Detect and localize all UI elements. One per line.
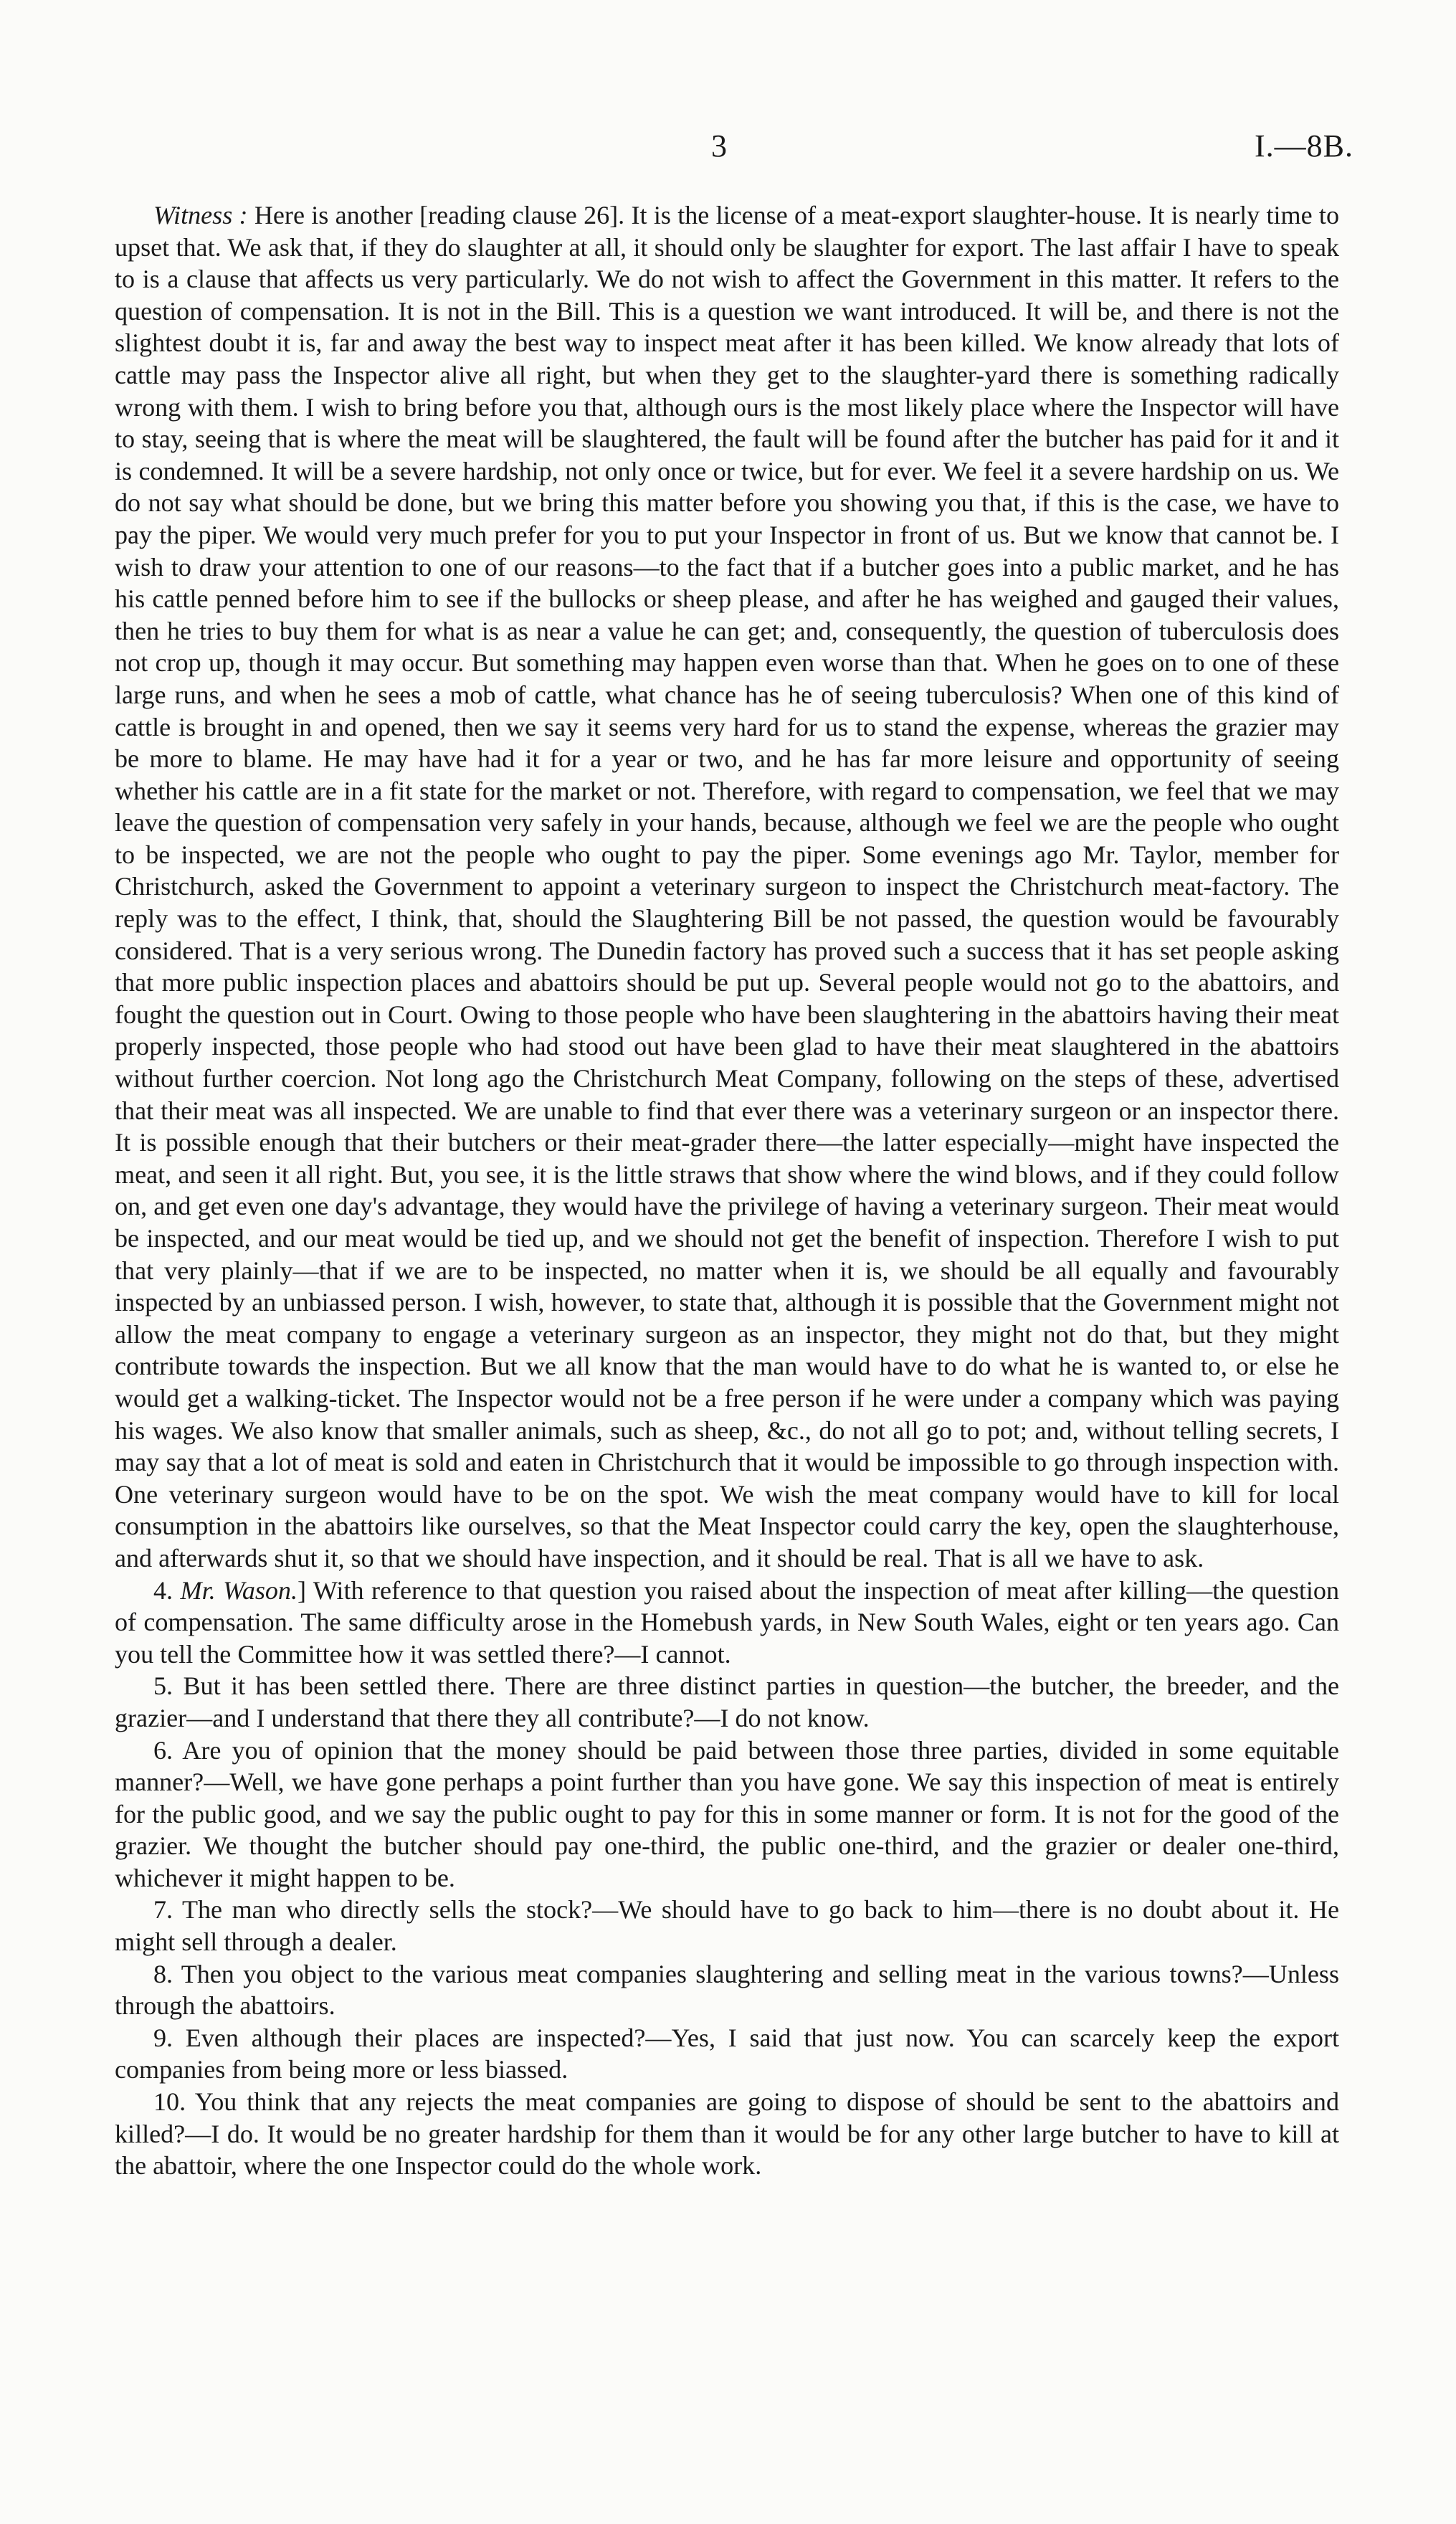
question-paragraph-7 bbox=[115, 1894, 1339, 1958]
question-paragraph-5 bbox=[115, 1670, 1339, 1734]
paragraph-text: The man who directly sells the stock?—We should have to go back to him—there is no doubt about it. He might sell through a dealer. bbox=[115, 1895, 1340, 1957]
page-number: 3 bbox=[711, 128, 728, 163]
paragraph-text: Are you of opinion that the money should be paid between those three parties, divided in some equitable manner?—Well, we have gone perhaps a point further than you have gone. We say this inspection of meat is entirely for the public good, and we say the public ought to pay for this in some manner or form. It is not for the good of the grazier. We thought the butcher should pay one-third, the public one-third, and the grazier or dealer one-third, whichever it might happen to be. bbox=[115, 1735, 1340, 1892]
paragraph-text: You think that any rejects the meat companies are going to dispose of should be sent to the abattoirs and killed?—I do. It would be no greater hardship for them than it would be for any other large butcher to have to kill at the abattoir, where the one Inspector could do the whole work. bbox=[115, 2087, 1340, 2181]
question-number: 9. bbox=[153, 2023, 173, 2052]
page-reference: I.—8B. bbox=[1255, 128, 1353, 163]
question-number: 4. bbox=[153, 1575, 173, 1605]
speaker-label: Mr. Wason. bbox=[180, 1575, 298, 1605]
question-paragraph-6 bbox=[115, 1735, 1339, 1894]
question-number: 5. bbox=[153, 1671, 173, 1701]
question-number: 7. bbox=[153, 1895, 173, 1925]
page-header bbox=[0, 128, 1456, 171]
question-number: 10. bbox=[153, 2087, 186, 2117]
paragraph-text: Then you object to the various meat companies slaughtering and selling meat in the various towns?—Unless through the abattoirs. bbox=[115, 1959, 1339, 2021]
question-number: 8. bbox=[153, 1959, 173, 1988]
question-paragraph-4 bbox=[115, 1575, 1339, 1671]
speaker-label: Witness : bbox=[153, 201, 248, 229]
paragraph-text: Here is another [reading clause 26]. It is the license of a meat-export slaughter-house. It is nearly time to upset that. We ask that, if they do slaughter at all, it should only be slaughter for export. The last affair I have to speak to is a clause that affects us very particularly. We do not wish to affect the Government in this matter. It refers to the question of compensation. It is not in the Bill. This is a question we want introduced. It will be, and there is not the slightest doubt it is, far and away the best way to inspect meat after it has been killed. We know already that lots of cattle may pass the Inspector alive all right, but when they get to the slaughter-yard there is something radically wrong with them. I wish to bring before you that, although ours is the most likely place where the Inspector will have to stay, seeing that is where the meat will be slaughtered, the fault will be found after the butcher has paid for it and it is condemned. It will be a severe hardship, not only once or twice, but for ever. We feel it a severe hardship on us. We do not say what should be done, but we bring this matter before you showing you that, if this is the case, we have to pay the piper. We would very much prefer for you to put your Inspector in front of us. But we know that cannot be. I wish to draw your attention to one of our reasons—to the fact that if a butcher goes into a public market, and he has his cattle penned before him to see if the bullocks or sheep please, and after he has weighed and gauged their values, then he tries to buy them for what is as near a value he can get; and, consequently, the question of tuberculosis does not crop up, though it may occur. But something may happen even worse than that. When he goes on to one of these large runs, and when he sees a mob of cattle, what chance has he of seeing tuberculosis? When one of this kind of cattle is brought in and opened, then we say it seems very hard for us to stand the expense, whereas the grazier may be more to blame. He may have had it for a year or two, and he has far more leisure and opportunity of seeing whether his cattle are in a fit state for the market or not. Therefore, with regard to compensation, we feel that we may leave the question of compensation very safely in your hands, because, although we feel we are the people who ought to be inspected, we are not the people who ought to pay the piper. Some evenings ago Mr. Taylor, member for Christchurch, asked the Government to appoint a veterinary surgeon to inspect the Christchurch meat-factory. The reply was to the effect, I think, that, should the Slaughtering Bill be not passed, the question would be favourably considered. That is a very serious wrong. The Dunedin factory has proved such a success that it has set people asking that more public inspection places and abattoirs should be put up. Several people would not go to the abattoirs, and fought the question out in Court. Owing to those people who have been slaughtering in the abattoirs having their meat properly inspected, those people who had stood out have been glad to have their meat slaughtered in the abattoirs without further coercion. Not long ago the Christchurch Meat Company, following on the steps of these, advertised that their meat was all inspected. We are unable to find that ever there was a veterinary surgeon or an inspector there. It is possible enough that their butchers or their meat-grader there—the latter especially—might have inspected the meat, and seen it all right. But, you see, it is the little straws that show where the wind blows, and if they could follow on, and get even one day's advantage, they would have the privilege of having a veterinary surgeon. Their meat would be inspected, and our meat would be tied up, and we should not get the benefit of inspection. Therefore I wish to put that very plainly—that if we are to be inspected, no matter when it is, we should be all equally and favourably inspected by an unbiassed person. I wish, however, to state that, although it is possible that the Government might not allow the meat company to engage a veterinary surgeon as an inspector, they might not do that, but they might contribute towards the inspection. But we all know that the man would have to do what he is wanted to, or else he would get a walking-ticket. The Inspector would not be a free person if he were under a company which was paying his wages. We also know that smaller animals, such as sheep, &c., do not all go to pot; and, without telling secrets, I may say that a lot of meat is sold and eaten in Christchurch that it would be impossible to go through inspection with. One veterinary surgeon would have to be on the spot. We wish the meat company would have to kill for local consumption in the abattoirs like ourselves, so that the Meat Inspector could carry the key, open the slaughterhouse, and afterwards shut it, so that we should have inspection, and it should be real. That is all we have to ask. bbox=[115, 201, 1339, 1572]
question-paragraph-9 bbox=[115, 2022, 1339, 2086]
paragraph-text: But it has been settled there. There are three distinct parties in question—the butcher, the breeder, and the grazier—and I understand that there they all contribute?—I do not know. bbox=[115, 1671, 1339, 1732]
question-paragraph-8 bbox=[115, 1958, 1339, 2022]
body-text bbox=[115, 199, 1339, 2182]
witness-paragraph bbox=[115, 199, 1339, 1575]
question-paragraph-10 bbox=[115, 2086, 1339, 2182]
paragraph-text: ] With reference to that question you raised about the inspection of meat after killing—the question of compensation. The same difficulty arose in the Homebush yards, in New South Wales, eight or ten years ago. Can you tell the Committee how it was settled there?—I cannot. bbox=[115, 1575, 1339, 1669]
question-number: 6. bbox=[153, 1735, 173, 1765]
paragraph-text: Even although their places are inspected?—Yes, I said that just now. You can scarcely keep the export companies from being more or less biassed. bbox=[115, 2023, 1339, 2084]
